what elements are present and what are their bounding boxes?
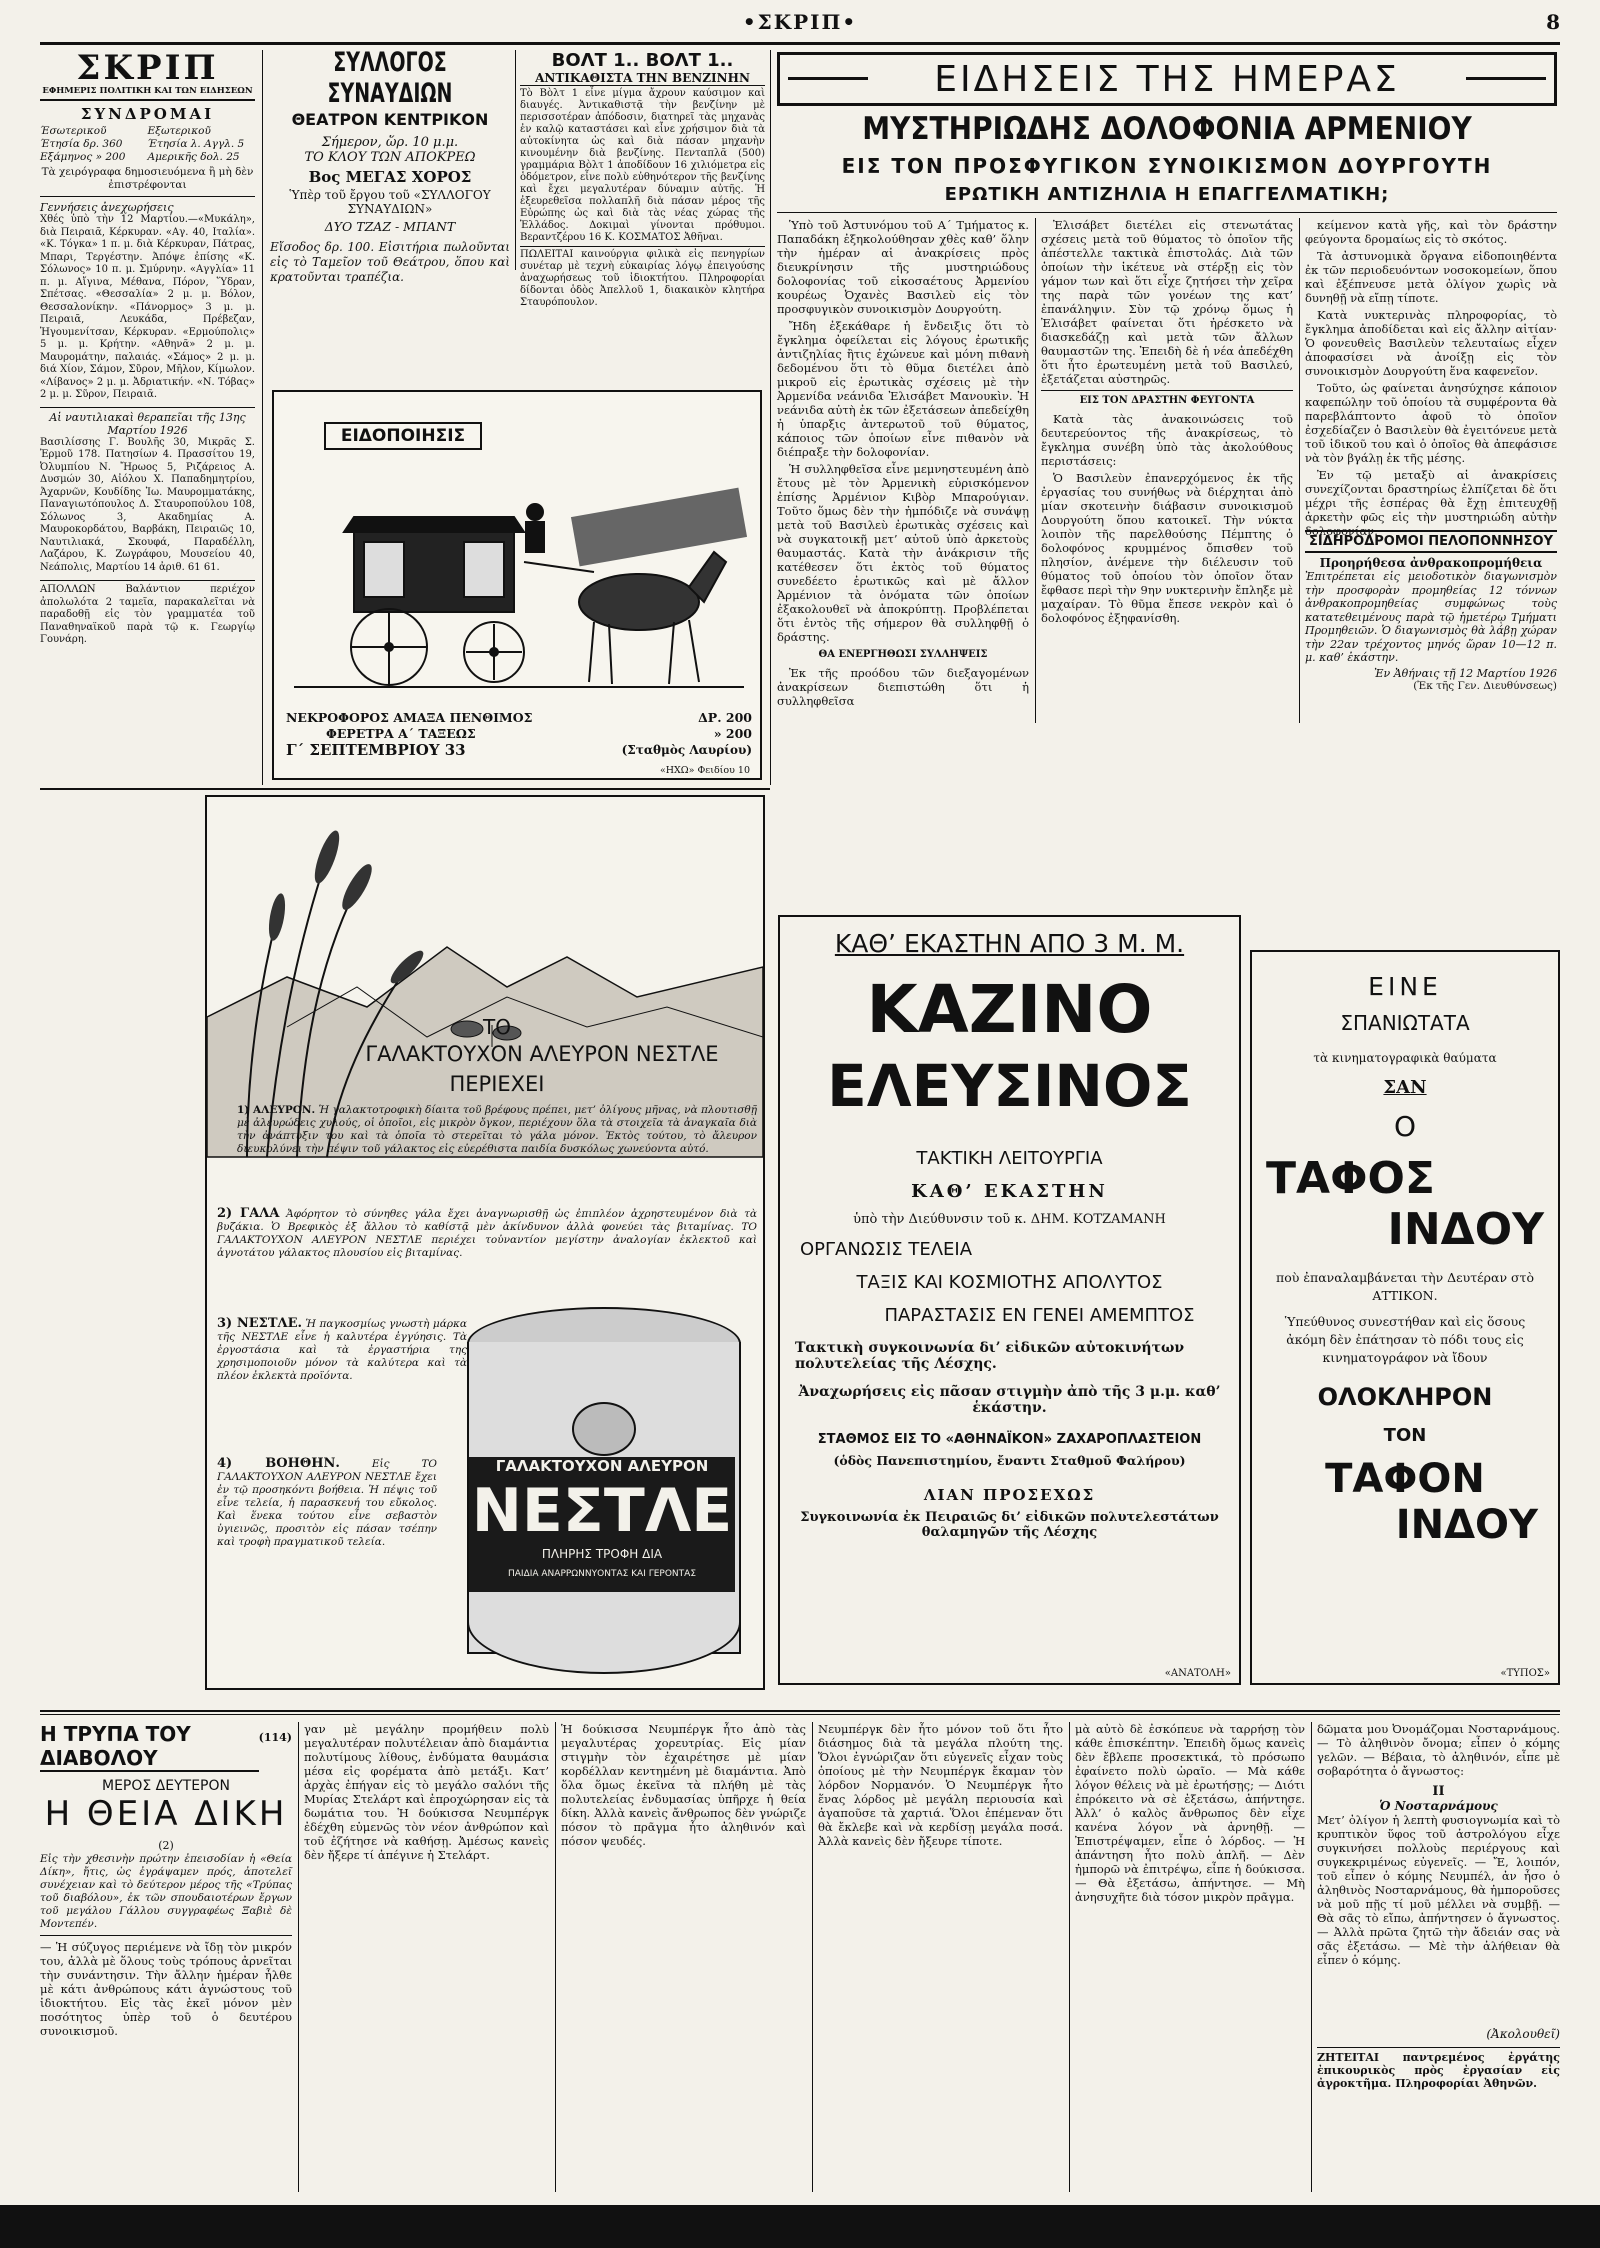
casino-name-1: ΚΑΖΙΝΟ [866, 971, 1153, 1048]
page-number: 8 [1546, 10, 1560, 34]
pharmacies-text: Βασιλίσσης Γ. Βουλῆς 30, Μικρᾶς Σ. Ἐρμοῦ 178. Πατησίων 4. Πρασσίτου 19, Ὀλυμπίου Ν. Ἤρωος 5, Ριζάρειος Α. Δυσμών 30, Αἰόλου Χ. Παπαδημητρίου, Ἀχαρνῶν, Κουδίδης Ἰω. Μαυρομματάκης, Παναγιωτόπουλος Δ. Σταυροπούλου 108, Σόλωνος 3, Ακαδημίας Α. Μαυροκορδάτου, Βαρβάκη, Πειραιῶς 10, Ναυτιλιακά, Σκουφά, Παραδέλλη, Λαζάρου, Κ. Ζωγράφου, Μουσείου 40, Νεάπολις, Μαρτίου 14 ἀριθ. 61 61. [40, 436, 255, 573]
casino-line-8: Ἀναχωρήσεις εἰς πᾶσαν στιγμὴν ἀπὸ τῆς 3 μ.μ. καθ’ ἑκάστην. [798, 1384, 1221, 1416]
tafos-line-4: ΣΑΝ [1383, 1077, 1427, 1098]
casino-line-3: ὑπὸ τὴν Διεύθυνσιν τοῦ κ. ΔΗΜ. ΚΟΤΖΑΜΑΝΗ [853, 1212, 1166, 1227]
serial-title-row [40, 1722, 292, 1772]
serial-divider-4 [1069, 1722, 1070, 2192]
theatre-entry: Εἴσοδος δρ. 100. Εἰσιτήρια πωλοῦνται εἰς τὸ Ταμεῖον τοῦ Θεάτρου, ὅπου καὶ κρατοῦνται τραπέζια. [270, 240, 510, 284]
tafos-line-5: Ο [1393, 1110, 1417, 1143]
masthead-tagline: ΕΦΗΜΕΡΙΣ ΠΟΛΙΤΙΚΗ ΚΑΙ ΤΩΝ ΕΙΔΗΣΕΩΝ [40, 86, 255, 101]
serial-col-1-text: — Ἡ σύζυγος περιέμενε νὰ ἴδῃ τὸν μικρόν του, ἀλλὰ μὲ ὅλους τοὺς τρόπους ἀρνεῖται τὴν συνάντησιν. Τὴν ἄλλην ἡμέραν ἦλθε μὲ κάτι ἀνθρώπους κάτι ἀγνώστους τοῦ ἰδιοκτήτου. Εἰς τὰς ἐκεῖ μόνον μὲν ποσότητος ὑπὲρ τοῦ ὁ δευτέρου συνοικισμοῦ. [40, 1940, 292, 2038]
nestle-item-4 [217, 1457, 437, 1597]
funeral-ad [272, 390, 762, 780]
newspaper-name: •ΣΚΡΙΠ• [742, 10, 858, 34]
casino-line-7: Τακτικὴ συγκοινωνία δι’ εἰδικῶν αὐτοκινήτων πολυτελείας τῆς Λέσχης. [795, 1340, 1185, 1372]
col-divider-2 [515, 50, 516, 270]
theatre-event: ΤΟ ΚΛΟΥ ΤΩΝ ΑΠΟΚΡΕΩ [304, 150, 476, 165]
railway-date: Ἐν Ἀθήναις τῇ 12 Μαρτίου 1926 [1374, 666, 1557, 680]
nestle-item-1-label: 1) ΑΛΕΥΡΟΝ. [237, 1104, 316, 1116]
casino-line-1: ΤΑΚΤΙΚΗ ΛΕΙΤΟΥΡΓΙΑ [916, 1148, 1103, 1169]
wheat-landscape-illustration [207, 797, 763, 1157]
nestle-headline-bot: ΠΕΡΙΕΧΕΙ [449, 1072, 545, 1096]
railway-notice [1305, 530, 1557, 725]
funeral-title: ΕΙΔΟΠΟΙΗΣΙΣ [324, 422, 482, 450]
funeral-credit: «ΗΧΩ» Φειδίου 10 [659, 765, 750, 776]
tafos-line-11: ΤΟΝ [1383, 1425, 1427, 1446]
casino-ad [778, 915, 1241, 1685]
news-c3-p1: κείμενον κατὰ γῆς, καὶ τὸν δράστην φεύγοντα δρομαίως εἰς τὸ σκότος. [1305, 218, 1557, 246]
serial-divider-2 [555, 1722, 556, 2192]
bottom-scan-band [0, 2205, 1600, 2248]
news-headline-3: ΕΡΩΤΙΚΗ ΑΝΤΙΖΗΛΙΑ Η ΕΠΑΓΓΕΛΜΑΤΙΚΗ; [944, 184, 1390, 205]
theatre-date: Σήμερον, ὥρ. 10 μ.μ. [321, 135, 459, 150]
railway-sign: (Ἐκ τῆς Γεν. Διευθύνσεως) [1413, 679, 1557, 692]
casino-name-2: ΕΛΕΥΣΙΝΟΣ [827, 1052, 1192, 1120]
news-divider-2 [1299, 218, 1300, 723]
serial-divider-5 [1311, 1722, 1312, 2192]
serial-continues: (Ἀκολουθεῖ) [1486, 2027, 1560, 2041]
nestle-item-2-label: 2) ΓΑΛΑ [217, 1206, 280, 1221]
subscriptions-title: ΣΥΝΔΡΟΜΑΙ [80, 105, 215, 123]
serial-subtitle: Η ΘΕΙΑ ΔΙΚΗ [44, 1794, 288, 1834]
nestle-item-3 [217, 1317, 467, 1437]
tafos-line-2: ΣΠΑΝΙΩΤΑΤΑ [1340, 1011, 1470, 1035]
tafos-ad [1250, 950, 1560, 1685]
funeral-price-1: ΔΡ. 200 [698, 710, 752, 725]
volt-subtitle: ΑΝΤΙΚΑΘΙΣΤΑ ΤΗΝ ΒΕΝΖΙΝΗΝ [520, 71, 765, 86]
news-section [777, 50, 1560, 895]
railway-text: Ἐπιτρέπεται εἰς μειοδοτικὸν διαγωνισμὸν τὴν προσφορὰν προμηθείας 12 τόννων ἀνθρακοπρομηθείας συμφώνως τοὺς κατατεθειμένους παρὰ τῷ ἡμετέρῳ Τμήματι Προμηθειῶν. Ὁ διαγωνισμὸς θὰ λάβῃ χώραν τὴν 22αν τρέχοντος μηνός ὥραν 10—12 π. μ. καθ’ ἐκάστην. [1305, 570, 1557, 664]
tafos-line-8: ποὺ ἐπαναλαμβάνεται τὴν Δευτέραν στὸ ΑΤΤΙΚΟΝ. [1276, 1270, 1534, 1303]
serial-rule-top [40, 1710, 1560, 1712]
serial-col-6-text-b: Μετ’ ὀλίγον ἡ λεπτὴ φυσιογνωμία καὶ τὸ κρυπτικὸν ὕφος τοῦ ἀστρολόγου εἶχε συγκινήσει πολλοὺς περιέργους καὶ συγκεκριμένως εὐγενεῖς. — Ἔ, λοιπόν, τοῦ εἶπεν ὁ κόμης Νευμπέλ, ἀν ἦσο ὁ ἀληθινὸς Νοσταρνάμους, θὰ ἠμποροῦσες νὰ μοῦ πῇς τί μοῦ μέλλει νὰ συμβῇ. — Θὰ σᾶς τὸ εἴπω, ἀπήντησεν ὁ ἄγνωστος. — Ἀλλὰ πρῶτα ζητῶ τὴν ἄδειάν σας νὰ σᾶς ἐξετάσω. — Μὲ τὴν ἀλήθειαν θὰ εἶπεν ὁ κόμης. [1317, 1813, 1560, 1967]
rates-domestic: Έσωτερικοῦ Έτησία δρ. 360 Εξάμηνος » 200 [40, 125, 126, 163]
news-banner [777, 52, 1557, 106]
funeral-price-2: » 200 [713, 726, 752, 741]
serial-col-3: Ἡ δούκισσα Νευμπέργκ ἦτο ἀπὸ τὰς μεγαλυτέρας χορευτρίας. Εἰς μίαν στιγμὴν τὸν ἐχαιρέτησε μὲ μίαν κορδέλλαν κεντημένη μὲ διαμάντια. Ἀπὸ ὅλα ὅμως ἐκεῖνα τὰ πλήθη μὲ τὰς πολυτελείας ἐνδυμασίας ὑπῆρχε ἡ θεία δίκη. Ἀλλὰ κανεὶς ἄνθρωπος δὲν γνώριζε πόσον τὸ πρᾶγμα ἦτο ἀληθινόν καὶ πόσον ψευδές. [561, 1722, 806, 1848]
news-c1-subheading: ΘΑ ΕΝΕΡΓΗΘΩΣΙ ΣΥΛΛΗΨΕΙΣ [818, 649, 988, 660]
news-headline-2: ΕΙΣ ΤΟΝ ΠΡΟΣΦΥΓΙΚΟΝ ΣΥΝΟΙΚΙΣΜΟΝ ΔΟΥΡΓΟΥΤΗ [841, 154, 1493, 178]
theatre-benefit: Ὑπὲρ τοῦ ἔργου τοῦ «ΣΥΛΛΟΓΟΥ ΣΥΝΑΥΔΙΩΝ» [289, 188, 491, 216]
casino-credit: «ΑΝΑΤΟΛΗ» [1164, 1668, 1231, 1679]
serial-col-1 [40, 1722, 292, 2192]
selling-notice: ΠΩΛΕΙΤΑΙ καινούργια φιλικὰ εἰς πενηγρίων συνέταρ μὲ τεχνὴ εὐκαιρίας λόγῳ ἐπειγούσης ἀναχωρήσεως τοῦ ἰδιοκτήτου. Πληροφορίαι δίδονται ὁδὸς Ἀπελλοῦ 1, διακαικὸν κλητήρα Σταυρόπουλον. [520, 246, 765, 309]
section-rule-left [40, 788, 770, 790]
lost-item-notice: ΑΠΟΛΛΩΝ Βαλάντιον περιέχον ἀπολωλότα 2 ταμεῖα, παρακαλεῖται νὰ παραδοθῇ εἰς τὸν γραμματέα τοῦ Παναθηναϊκοῦ παρὰ τῷ κ. Γεωργίῳ Γουνάρη. [40, 580, 255, 647]
serial-col-5: μὰ αὐτὸ δὲ ἐσκόπευε νὰ ταρρήσῃ τὸν κάθε ἐπισκέπτην. Ἐπειδὴ ὅμως κανεὶς δὲν ἔβλεπε προσεκτικά, τὸ πρόσωπο ἐφαίνετο πολὺ ὡραῖο. — Μὰ κάθε λόγον θέλεις νὰ μὲ ἐρωτήσῃς; — Διότι ἐπρόκειτο νὰ σὲ ἐξετάσω, ἀπήντησε. Ἀλλ’ ὁ καλὸς ἄνθρωπος δὲν εἶχε κανένα λόγον νὰ ἀρνηθῇ. — Ἐπιστρέψαμεν, εἶπε ὁ λόρδος. — Ἡ ἀπάντηση ἦτο πολὺ ἀπλῆ. — Δὲν ἠμπορῶ νὰ ἐπιτρέψω, εἶπε ἡ δούκισσα. — Θὰ ἐξετάσω, ἀπήντησε. — Μὴ ἀνησυχῆτε διὰ τόσον μικρὸν πρᾶγμα. [1075, 1722, 1305, 1904]
casino-line-10: (ὁδὸς Πανεπιστημίου, ἔναντι Σταθμοῦ Φαλήρου) [833, 1453, 1186, 1468]
nestle-headline-mid: ΓΑΛΑΚΤΟΥΧΟΝ ΑΛΕΥΡΟΝ ΝΕΣΤΛΕ [365, 1042, 719, 1066]
news-divider-1 [1035, 218, 1036, 723]
funeral-line-2: ΦΕΡΕΤΡΑ Α΄ ΤΑΞΕΩΣ [326, 726, 476, 741]
tafos-line-12: ΤΑΦΟΝ [1325, 1456, 1485, 1502]
arrivals-heading: Γεννήσεις ἀνεχωρήσεις [40, 201, 174, 214]
news-c1-p1: Ὑπὸ τοῦ Ἀστυνόμου τοῦ Α΄ Τμήματος κ. Παπαδάκη ἐξηκολούθησαν χθὲς καθ’ ὅλην τὴν ἡμέραν αἱ ἀνακρίσεις πρὸς διευκρίνησιν τῆς μυστηριώδους δολοφονίας τοῦ εἰκοσαέτους Ἀρμενίου κουρέως Ὀχανὲς Βασιλεὺ εἰς τὸν προσφυγικὸν συνοικισμὸν Δουργούτη. [777, 218, 1029, 316]
casino-top: ΚΑΘ’ ΕΚΑΣΤΗΝ ΑΠΟ 3 Μ. Μ. [834, 929, 1185, 958]
nestle-item-4-text: Εἰς ΤΟ ΓΑΛΑΚΤΟΥΧΟΝ ΑΛΕΥΡΟΝ ΝΕΣΤΛΕ ἔχει ἐν τῷ προσηκόντι βοήθεια. Ἡ πέψις τοῦ εἶνε τελεία, ἡ παρασκευή του εὔκολος. Καὶ ἕνεκα τούτου εἶνε σεβαστὸν ὑγιεινῶς, προσιτὸν εἰς πάσαν τσέπην καὶ τροφὴ πραγματικοῦ τελεία. [217, 1458, 437, 1548]
banner-line-left [788, 77, 868, 80]
news-c3-p4: Τοῦτο, ὡς φαίνεται ἀνησύχησε κάποιον καφεπώλην τοῦ ὁποίου τὰ συμφέροντα θὰ παρεβλάπτοντο ἀφοῦ τὸ ὁποῖον ἐσχεδίαζεν ὁ Βασιλεὺν θὰ ἐγειτόνευε μετὰ τοῦ ἰδικοῦ του καὶ ὁ ὁποῖος θὰ ἀπεφάσισε νὰ τὸν βγάλῃ ἐκ τῆς μέσης. [1305, 381, 1557, 465]
tafos-line-9: Ὑπεύθυνος συνεστήθαν καὶ εἰς ὅσους ἀκόμη δὲν ἐπάτησαν τὸ πόδι τους εἰς κινηματογράφον νὰ ἴδουν [1284, 1314, 1526, 1365]
news-c3-p2: Τὰ ἀστυνομικὰ ὄργανα εἰδοποιηθέντα ἐκ τῶν περιοδευόντων νοσοκομείων, ὅπου καὶ ἐξέπνευσε μετὰ ὀλίγον χωρὶς νὰ δυνηθῇ νὰ εἴπῃ τίποτε. [1305, 249, 1557, 305]
volt-ad [520, 50, 765, 308]
casino-line-12: Συγκοινωνία ἐκ Πειραιῶς δι’ εἰδικῶν πολυτελεστάτων θαλαμηγῶν τῆς Λέσχης [800, 1510, 1219, 1540]
page-header [40, 10, 1560, 40]
news-headline-1: ΜΥΣΤΗΡΙΩΔΗΣ ΔΟΛΟΦΟΝΙΑ ΑΡΜΕΝΙΟΥ [862, 110, 1472, 147]
funeral-address: Γ΄ ΣΕΠΤΕΜΒΡΙΟΥ 33 [286, 741, 466, 759]
serial-intro: Εἰς τὴν χθεσινὴν πρώτην ἐπεισοδίαν ἡ «Θεία Δίκη», ἤτις, ὡς ἐγράψαμεν πρός, ἀποτελεῖ συνέχειαν καὶ τὸ δεύτερον μέρος τῆς «Τρύπας τοῦ διαβόλου», ἐκ τῶν σπουδαιοτέρων ἔργων τοῦ μεγάλου Γάλλου συγγραφέως Ξαβιὲ δὲ Μοντεπέν. [40, 1853, 292, 1936]
nestle-item-2-text: Ἀφόρητον τὸ σύνηθες γάλα ἔχει ἀναγνωρισθῇ ὡς ἐπιπλέον ἀχρηστευμένον διὰ τὰ βυζάκια. Ὁ Βρεφικὸς ἐξ ἄλλου τὸ καθίστᾷ μὲν ἀκίνδυνον ἀλλὰ φονεύει τὰς βιταμίνας. ΤΟ ΓΑΛΑΚΤΟΥΧΟΝ ΑΛΕΥΡΟΝ ΝΕΣΤΛΕ περιέχει τοὐναντίον μεγίστην ἀναλογίαν ἐκλεκτοῦ καὶ ἀγνοτάτου γάλακτος πλουσίου εἰς βιταμίνας. [217, 1208, 757, 1259]
theatre-ad [270, 47, 510, 284]
serial-col-4: Νευμπέργκ δὲν ἦτο μόνον τοῦ ὅτι ἦτο διάσημος διὰ τὰ μεγάλα πλούτη της. Ὅλοι ἐγνώριζαν ὅτι εὐγενεῖς εἶχαν τοὺς ὁποίους μὲ τὴν Νευμπέργκ ἔκαμαν τὸν λόρδον Νορμανόν. Ὁ Νευμπέργκ ἦτο ἕνας λόρδος μὲ μεγάλη περιουσία καὶ ἀγαποῦσε τὰ χαρτιά. Ὅλοι ἐπέμεναν ὅτι θὰ ἔκλεβε καὶ νὰ κερδίσῃ μεγάλα ποσά. Ἀλλὰ κανεὶς δὲν ἤξευρε τίποτε. [818, 1722, 1063, 1848]
serial-number: (114) [258, 1731, 292, 1744]
rates-foreign: Εξωτερικοῦ Έτησία λ. Αγγλ. 5 Αμερικῆς δολ. 25 [147, 125, 245, 163]
nestle-item-3-label: 3) ΝΕΣΤΛΕ. [217, 1316, 303, 1331]
funeral-prices [286, 710, 752, 758]
serial-title: Η ΤΡΥΠΑ ΤΟΥ ΔΙΑΒΟΛΟΥ [40, 1722, 259, 1772]
classified-ad: ΖΗΤΕΙΤΑΙ παντρεμένος ἐργάτης ἐπικουρικὸς πρὸς ἐργασίαν εἰς ἀγροκτῆμα. Πληροφορίαι Ἀθηνῶν. [1317, 2047, 1560, 2090]
news-banner-title: ΕΙΔΗΣΕΙΣ ΤΗΣ ΗΜΕΡΑΣ [924, 59, 1410, 100]
volt-text: Τὸ Βὸλτ 1 εἶνε μίγμα ἄχρουν καύσιμον καὶ διαυγές. Ἀντικαθιστᾷ τὴν βενζίνην μὲ περισσοτέραν ἀπόδοσιν, διατηρεῖ τὰς μηχανὰς ἐν καλῷ καταστάσει καὶ εἶνε χρήσιμον διὰ τὰ αὐτοκίνητα ὡς καὶ διὰ πάσαν μηχανὴν κινουμένην διὰ βενζίνης. Πενταπλᾶ (500) γραμμάρια Βὸλτ 1 ἀποδίδουν 16 χιλιόμετρα εἰς ὁδόμετρον, εἶνε πολὺ εὐθηνότερον τῆς βενζίνης καὶ ἔχει μεγαλυτέραν δύναμιν αὐτῆς. Ἡ ἐξευρεθεῖσα πολλαπλῆ διὰ πάσαν μέρος τῆς Εὐρώπης ὡς καὶ διὰ τὰς νέας χώρας τῆς Ἑλλάδος. Δοκιμαὶ γίνονται πρόθυμοι. Βεραντζέρου 16 Κ. ΚΟΣΜΑΤΟΣ Ἀθῆναι. [520, 88, 765, 243]
serial-subtitle-row [40, 1794, 292, 1853]
nestle-can [457, 1307, 747, 1677]
can-label-1: ΓΑΛΑΚΤΟΥΧΟΝ ΑΛΕΥΡΟΝ [469, 1457, 735, 1475]
news-c1-p2: Ἤδη ἐξεκάθαρε ἡ ἔνδειξις ὅτι τὸ ἔγκλημα ὀφείλεται εἰς λόγους ἐρωτικῆς ἀντιζηλίας ἢτις ἐχώνευε καὶ μόνη πιθανὴ δεδομένου ὅτι τὸ θῦμα διετέλει ἀπὸ μικροῦ εἰς ἐρωτικὰς σχέσεις μὲ τὴν Ἀρμενίδα νεάνιδα Ἐλισάβετ Μανουκὶν. Ἡ νεάνιδα αὐτὴ ἐκ τῶν ἐξετάσεων ἀπεδείχθη ἡ ὑπαρξις ἀντερωτοῦ τοῦ θύματος, κάποιος τῶν ὁποίων εἶνε πιθανὸν νὰ διέπραξε τὴν δολοφονίαν. [777, 319, 1029, 459]
nest-emblem [572, 1402, 636, 1456]
news-c3-p5: Ἐν τῷ μεταξὺ αἱ ἀνακρίσεις συνεχίζονται δραστηρίως ἐλπίζεται δὲ ὅτι μέχρι τῆς ἑσπέρας θὰ ἔχῃ ἐπιτευχθῇ ἀρκετὴν φῶς εἰς τὴν μυστηριώδη αὐτὴν δολοφονίαν. [1305, 468, 1557, 538]
news-col-2 [1041, 218, 1293, 723]
news-c1-p4: Ἐκ τῆς προόδου τῶν διεξαγομένων ἀνακρίσεων διεπιστώθη ὅτι ἡ συλληφθεῖσα [777, 666, 1029, 708]
news-c2-p2: Κατὰ τὰς ἀνακοινώσεις τοῦ δευτερεύοντος τῆς ἀνακρίσεως, τὸ ἔγκλημα συνέβη ὑπὸ τὰς ἀκολούθους περιστάσεις: [1041, 412, 1293, 468]
railway-title: ΣΙΔΗΡΟΔΡΟΜΟΙ ΠΕΛΟΠΟΝΝΗΣΟΥ [1305, 530, 1557, 553]
theatre-ball: Βος ΜΕΓΑΣ ΧΟΡΟΣ [308, 168, 472, 186]
can-bottom [467, 1622, 741, 1674]
casino-line-6: ΠΑΡΑΣΤΑΣΙΣ ΕΝ ΓΕΝΕΙ ΑΜΕΜΠΤΟΣ [884, 1305, 1195, 1326]
news-c2-subheading: ΕΙΣ ΤΟΝ ΔΡΑΣΤΗΝ ΦΕΥΓΟΝΤΑ [1041, 390, 1293, 408]
serial-col-6-text: δῶματα μου Ὀνομάζομαι Νοσταρνάμους. — Τὸ ἀληθινὸν ὄνομα; εἶπεν ὁ κόμης γελῶν. — Βέβαια, τὸ ἀληθινόν, εἶπε μὲ σοβαρότητα ὁ ἄγνωστος: [1317, 1722, 1560, 1778]
serial-col-6 [1317, 1722, 1560, 2192]
serial-chapter-number: ΙΙ [1432, 1784, 1445, 1799]
serial-rule-top-2 [40, 1714, 1560, 1715]
theatre-bands: ΔΥΟ ΤΖΑΖ - ΜΠΑΝΤ [324, 219, 456, 234]
casino-line-11: ΛΙΑΝ ΠΡΟΣΕΧΩΣ [923, 1486, 1096, 1504]
serial-subtitle-number: (2) [158, 1839, 174, 1852]
tafos-line-7: ΙΝΔΟΥ [1387, 1204, 1544, 1255]
news-headline-rule [777, 212, 1557, 213]
subscriptions-note: Τὰ χειρόγραφα δημοσιευόμενα ἢ μὴ δὲν ἐπιστρέφονται [40, 164, 255, 197]
tafos-credit: «ΤΥΠΟΣ» [1500, 1668, 1550, 1679]
funeral-line-1: ΝΕΚΡΟΦΟΡΟΣ ΑΜΑΞΑ ΠΕΝΘΙΜΟΣ [286, 710, 533, 725]
serial-section [40, 1722, 1560, 2192]
nestle-item-3-text: Ἡ παγκοσμίως γνωστὴ μάρκα τῆς ΝΕΣΤΛΕ εἶνε ἡ καλυτέρα ἐγγύησις. Τὰ ἐργοστάσια καὶ τὰ ἐργαστήρια της χρησιμοποιοῦν μόνον τὰ καλύτερα καὶ τὰ πλέον ἐκλεκτὰ προϊόντα. [217, 1318, 467, 1382]
col-divider-1 [262, 50, 263, 785]
theatre-club-title: ΣΥΛΛΟΓΟΣ ΣΥΝΑΥΔΙΩΝ [327, 47, 453, 109]
serial-col-2: γαν μὲ μεγάλην προμήθειν πολὺ μεγαλυτέραν πολυτέλειαν ἀπὸ διαμάντια πολυτίμους λίθους, ἐνδύματα θαυμάσια μέσα εἰς φορέματα ἀπὸ μετάξι. Κατ’ ἀρχὰς ἐπήγαν εἰς τὸ μεγάλο σαλόνι τῆς Μυρίας Στελάρτ καὶ ἐπροχώρησαν εἰς τὰ δωμάτια του. Ἡ δούκισσα Νευμπέργκ ἐδέχθη εὐμενῶς τὸν νέον ἀνθρώπον καὶ τοῦ ἐζήτησε νὰ καθήσῃ. Ἀμέσως κανεὶς δὲν ἤξερε τί ἀπέγινε ἡ Στελάρτ. [304, 1722, 549, 1862]
tafos-line-3: τὰ κινηματογραφικὰ θαύματα [1313, 1051, 1497, 1065]
tafos-line-13: ΙΝΔΟΥ [1395, 1502, 1538, 1548]
casino-line-4: ΟΡΓΑΝΩΣΙΣ ΤΕΛΕΙΑ [800, 1239, 973, 1260]
serial-part: ΜΕΡΟΣ ΔΕΥΤΕΡΟΝ [102, 1778, 230, 1794]
pharmacies-heading: Αἱ ναυτιλιακαὶ θεραπεῖαι τῆς 13ης Μαρτίου 1926 [40, 407, 255, 437]
can-label-2: ΝΕΣΤΛΕ [471, 1476, 733, 1546]
casino-line-5: ΤΑΞΙΣ ΚΑΙ ΚΟΣΜΙΟΤΗΣ ΑΠΟΛΥΤΟΣ [856, 1272, 1163, 1293]
nestle-headline-top: ΤΟ [483, 1015, 511, 1039]
casino-line-2: ΚΑΘ’ ΕΚΑΣΤΗΝ [911, 1181, 1108, 1202]
railway-subtitle: Προηρήθεσα ἀνθρακοπρομήθεια [1319, 556, 1543, 570]
nestle-item-1 [237, 1104, 757, 1189]
arrivals-text: Χθές ὑπὸ τὴν 12 Μαρτίου.—«Μυκάλη», διὰ Πειραιᾶ, Κέρκυραν. «Αγ. 40, Ιταλία». «Κ. Τόγκα» 1 π. μ. διὰ Κέρκυραν, Πάτρας, Μπαρι, Τεργέστην. Ἀπόψε ἐπίσης «Κ. Σόλωνος» 10 π. μ. Σμύρνην. «Αγγλία» 11 π. μ. Αἴγινα, Μέθανα, Πόρον, Ὕδραν, Σπέτσας. «Θεσσαλία» 2 μ. μ. Βόλον, Θεσσαλονίκην. «Πάνορμος» 3 μ. μ. Πειραιᾶ, Λευκάδα, Πρέβεζαν, Ἡγουμενίτσαν, Κέρκυραν. «Ερμούπολις» 5 μ. μ. Κρήτην. «Αθηνᾶ» 2 μ. μ. Μαυρομάτην, παλαιάς. «Σάμος» 2 μ. μ. διά Χίον, Σάμον, Σῦρον, Μῆλον, Κίμωλον. «Λίβανος» 2 μ. μ. Ἀδριατικήν. «Ν. Τόβας» 2 μ. μ. Σῦρον, Πειραιᾶ. [40, 214, 255, 400]
serial-chapter-title: Ὁ Νοσταρνάμους [1379, 1799, 1498, 1813]
serial-divider-3 [812, 1722, 813, 2192]
col-divider-3 [770, 50, 771, 785]
news-c1-p3: Ἡ συλληφθεῖσα εἶνε μεμνηστευμένη ἀπὸ ἔτους μὲ τὸν Ἀρμενικὴ εὑρισκόμενον ἐπίσης Ἀρμένιον Κιβὸρ Μπαρούγιαν. Τοῦτο ὅμως δὲν τὴν ἠμπόδιζε νὰ συνάψῃ μετὰ τοῦ Βασιλεὺ ἐρωτικὰς σχέσεις καὶ νὰ συγκατοικῇ μετ’ αὐτοῦ ὑπὸ ἀρκετοὺς θαυμαστάς. Κατὰ τὴν ἀνάκρισιν τῆς κατέθεσεν ὅτι ἐκτὸς τοῦ θύματος συνεδέετο ἐρωτικῶς καὶ μὲ ἄλλον Ἀρμένιον τὰ ὀνόματα τῶν ὁποίων ἐξακολουθεῖ νὰ ἀποκρύπτῃ. Προβλέπεται ὅτι ἐντὸς τῆς σήμερον θὰ συλληφθῇ ὁ δράστης. [777, 462, 1029, 644]
subscription-rates [40, 125, 255, 164]
serial-divider-1 [298, 1722, 299, 2192]
masthead-column [40, 50, 255, 785]
casino-line-9: ΣΤΑΘΜΟΣ ΕΙΣ ΤΟ «ΑΘΗΝΑΪΚΟΝ» ΖΑΧΑΡΟΠΛΑΣΤΕΙΟΝ [817, 1432, 1202, 1447]
tafos-line-6: ΤΑΦΟΣ [1266, 1153, 1435, 1204]
volt-title: ΒΟΛΤ 1.. ΒΟΛΤ 1.. [551, 50, 734, 71]
funeral-station: (Σταθμὸς Λαυρίου) [621, 743, 752, 757]
news-col-3 [1305, 218, 1557, 538]
hearse-illustration [294, 462, 744, 702]
banner-line-right [1466, 77, 1546, 80]
header-rule [40, 42, 1560, 45]
nestle-item-1-text: Ἡ γαλακτοτροφικὴ δίαιτα τοῦ βρέφους πρέπει, μετ’ ὀλίγους μῆνας, νὰ πλουτισθῇ μὲ ἀλευρώδεις χυλούς, οἱ ὁποῖοι, εἰς μικρὸν ὄγκον, περιέχουν ὅλα τὰ στοιχεῖα τὰ ἀναγκαῖα διὰ τὴν ἀνάπτυξιν του καὶ τὰ ὁποῖα τὸ στερεῖται τὸ γάλα μόνον. Ἐκτὸς τούτου, τὸ ἄλευρον διευκολύνει τὴν πέψιν τοῦ γάλακτος εἰς εὐερέθιστα παιδία δυσκόλως χωνεύοντα αὐτό. [237, 1104, 757, 1155]
theatre-name: ΘΕΑΤΡΟΝ ΚΕΝΤΡΙΚΟΝ [291, 110, 489, 129]
masthead-logo: ΣΚΡΙΠ [76, 48, 219, 88]
can-label-4: ΠΑΙΔΙΑ ΑΝΑΡΡΩΝΝΥΟΝΤΑΣ ΚΑΙ ΓΕΡΟΝΤΑΣ [507, 1569, 697, 1579]
tafos-line-1: ΕΙΝΕ [1368, 972, 1442, 1001]
tafos-line-10: ΟΛΟΚΛΗΡΟΝ [1317, 1383, 1493, 1411]
news-c2-p1: Ἐλισάβετ διετέλει εἰς στενωτάτας σχέσεις μετὰ τοῦ θύματος τὸ ὁποῖον τῆς ἀπέστελλε τακτικὰ ἐπιστολάς. Διὰ τῶν ὁποίων τὴν ἱκέτευε νὰ στέρξῃ εἰς τὸν γάμον των καὶ ὅτι εἶχε ζητήσει τὴν χεῖρα της παρὰ τῶν γονέων της κατ’ ἐπανάληψιν. Σὺν τῷ χρόνῳ ὅμως ἡ Ἐλισάβετ φαίνεται ὅτι ἠρέσκετο νὰ διασκεδάζῃ καὶ μετὰ τῶν ἄλλων θαυμαστῶν της. Ἐπειδὴ δὲ ἡ νέα ἀπεδέχθη ὅτι ἦτο ἐρωτευμένη μετὰ τοῦ Βασιλεύ, ἐξετάζεται αὐστηρῶς. [1041, 218, 1293, 386]
news-c2-p3: Ὁ Βασιλεὺν ἐπανερχόμενος ἐκ τῆς ἐργασίας του συνήθως νὰ διέρχηται ἀπὸ μίαν σκοτεινὴν διάβασιν συνοικισμοῦ Δουργούτη ὅπου κατοικεῖ. Τὴν νύκτα λοιπὸν τῆς παρελθούσης Πέμπτης ὁ δολοφόνος κρυμμένος ὄπισθεν τοῦ πλησίον, ἀνέμενε τὴν διέλευσιν τοῦ θύματος τοῦ ὁποίου τὸν ὁποῖον ὅταν ἔφθασε περὶ τὴν 9ην νυκτερινὴν ἔπληξε μὲ μαχαίραν. Τὸ θῦμα ἔπεσε νεκρὸν καὶ ὁ δολοφόνος ἐξηφανίσθη. [1041, 471, 1293, 625]
news-c3-p3: Κατὰ νυκτερινὰς πληροφορίας, τὸ ἔγκλημα ἀποδίδεται καὶ εἰς ἄλλην αἰτίαν· Ὁ φονευθεὶς Βασιλεὺν τελευταίως εἶχεν ἀποφασίσει νὰ ἀνοίξῃ εἰς τὸν συνοικισμὸν Δουργούτη ἕνα καφενεῖον. [1305, 308, 1557, 378]
can-label-3: ΠΛΗΡΗΣ ΤΡΟΦΗ ΔΙΑ [541, 1547, 663, 1561]
news-col-1 [777, 218, 1029, 723]
nestle-ad [205, 795, 765, 1690]
nestle-item-4-label: 4) ΒΟΗΘΗΝ. [217, 1456, 340, 1471]
nestle-item-2 [217, 1207, 757, 1277]
